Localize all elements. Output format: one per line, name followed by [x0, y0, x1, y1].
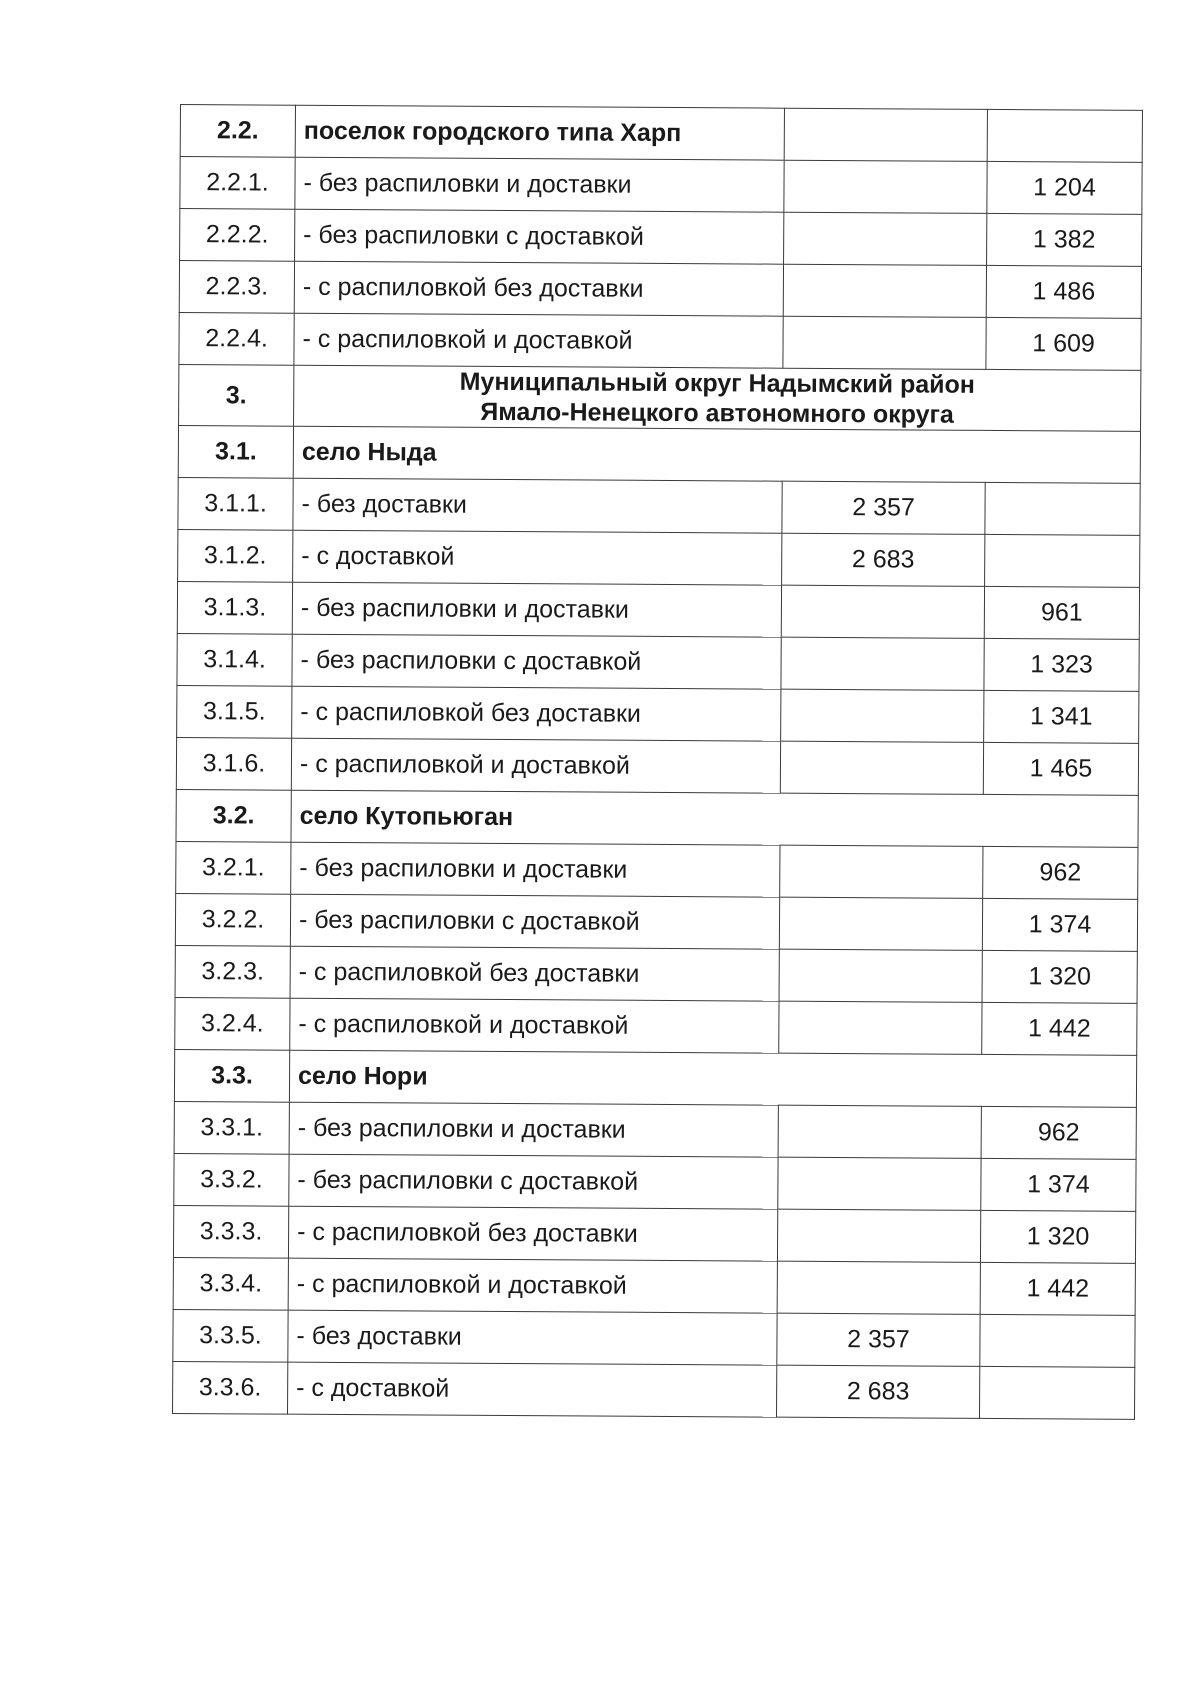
row-name: - с распиловкой без доставки: [294, 261, 783, 316]
row-number: 2.2.1.: [180, 157, 295, 210]
row-name: - без доставки: [293, 478, 782, 533]
value-column-1: [784, 212, 987, 265]
row-name: - с распиловкой без доставки: [292, 686, 781, 741]
row-name: - с распиловкой и доставкой: [290, 998, 779, 1053]
value-column-1: [780, 741, 983, 794]
value-column-2: 962: [983, 846, 1138, 899]
table-row: [179, 312, 1141, 370]
section-title: поселок городского типа Харп: [295, 105, 784, 160]
row-number: 3.3.4.: [173, 1257, 288, 1310]
table-row: [175, 997, 1137, 1055]
row-name: - без распиловки с доставкой: [295, 209, 784, 264]
value-column-1: 2 357: [777, 1313, 980, 1366]
section-row: [174, 1049, 1136, 1107]
value-column-2: 1 204: [987, 161, 1142, 214]
row-name: - с распиловкой без доставки: [290, 946, 779, 1001]
row-number: 3.2.2.: [175, 893, 290, 946]
value-column-2: 961: [984, 586, 1139, 639]
row-number: 3.3.3.: [173, 1205, 288, 1258]
table-row: [180, 209, 1142, 267]
value-column-1: [777, 1261, 980, 1314]
row-number: 3.2.1.: [176, 841, 291, 894]
district-heading-line-2: Ямало-Ненецкого автономного округа: [480, 397, 954, 429]
table-row: [173, 1257, 1135, 1315]
row-number: 3.2.: [176, 789, 291, 842]
table-row: [175, 945, 1137, 1003]
value-column-2: 1 382: [987, 213, 1142, 266]
value-column-1: [779, 897, 982, 950]
value-column-2: 1 320: [982, 950, 1137, 1003]
section-title: село Нори: [289, 1050, 1136, 1107]
value-column-2: 1 341: [984, 690, 1139, 743]
row-number: 3.1.1.: [178, 477, 293, 530]
value-column-1: [781, 637, 984, 690]
row-name: - с распиловкой и доставкой: [288, 1258, 777, 1313]
district-heading: [294, 365, 1141, 431]
row-number: 3.1.5.: [177, 685, 292, 738]
table-row: [174, 1153, 1136, 1211]
row-name: - без распиловки и доставки: [295, 157, 784, 212]
table-row: [176, 841, 1138, 899]
row-number: 3.1.4.: [177, 633, 292, 686]
value-column-2: [980, 1314, 1135, 1367]
row-name: - без распиловки с доставкой: [290, 894, 779, 949]
table-row: [177, 685, 1139, 743]
value-column-2: 1 320: [980, 1210, 1135, 1263]
value-column-2: 1 442: [980, 1262, 1135, 1315]
row-name: - с доставкой: [293, 530, 782, 585]
value-column-1: 2 357: [782, 481, 985, 534]
district-heading-line-1: Муниципальный округ Надымский район: [459, 367, 976, 399]
value-column-1: [781, 585, 984, 638]
value-column-1: [778, 1157, 981, 1210]
row-name: - без распиловки с доставкой: [292, 634, 781, 689]
value-column-2: 1 323: [984, 638, 1139, 691]
row-name: - без распиловки и доставки: [292, 582, 781, 637]
row-number: 3.3.1.: [174, 1101, 289, 1154]
row-number: 3.3.5.: [173, 1309, 288, 1362]
row-number: 3.1.6.: [176, 737, 291, 790]
table-row: [173, 1205, 1135, 1263]
value-column-1: [779, 1001, 982, 1054]
value-column-2: 1 442: [982, 1002, 1137, 1055]
table-row: [176, 737, 1138, 795]
table-row: [179, 261, 1141, 319]
row-name: - без распиловки и доставки: [289, 1102, 778, 1157]
table-row: [177, 581, 1139, 639]
section-row: [180, 105, 1142, 163]
row-number: 2.2.: [180, 105, 295, 158]
value-column-1: [777, 1209, 980, 1262]
table-row: [175, 893, 1137, 951]
row-number: 2.2.2.: [180, 209, 295, 262]
value-column-1: [783, 264, 986, 317]
row-name: - с распиловкой и доставкой: [294, 313, 783, 368]
value-column-1: [779, 949, 982, 1002]
value-column-1: 2 683: [776, 1365, 979, 1418]
row-number: 3.2.4.: [175, 997, 290, 1050]
value-column-2: 1 374: [982, 898, 1137, 951]
table-row: [174, 1101, 1136, 1159]
district-heading-row: [179, 364, 1141, 431]
value-column-2: 1 609: [986, 317, 1141, 370]
row-number: 3.3.6.: [173, 1361, 288, 1414]
row-name: - без распиловки и доставки: [291, 842, 780, 897]
table-row: [178, 529, 1140, 587]
value-column-1: [778, 1105, 981, 1158]
row-number: 2.2.3.: [179, 261, 294, 314]
table-row: [180, 157, 1142, 215]
table-row: [173, 1361, 1135, 1419]
section-title: село Кутопьюган: [291, 790, 1138, 847]
row-number: 2.2.4.: [179, 312, 294, 365]
section-row: [176, 789, 1138, 847]
section-row: [178, 425, 1140, 483]
tariff-table-body: [173, 105, 1143, 1420]
row-name: - с распиловкой и доставкой: [291, 738, 780, 793]
row-number: 3.1.2.: [178, 529, 293, 582]
tariff-table: [172, 104, 1143, 1420]
table-row: [173, 1309, 1135, 1367]
empty-cell: [987, 109, 1142, 162]
row-name: - с распиловкой без доставки: [288, 1206, 777, 1261]
empty-cell: [784, 108, 987, 161]
table-row: [177, 633, 1139, 691]
row-number: 3.3.2.: [174, 1153, 289, 1206]
value-column-1: [783, 316, 986, 369]
row-number: 3.1.: [178, 425, 293, 478]
row-name: - с доставкой: [287, 1362, 776, 1417]
row-number: 3.3.: [174, 1049, 289, 1102]
value-column-2: [985, 534, 1140, 587]
value-column-2: [979, 1366, 1134, 1419]
value-column-2: 1 486: [986, 265, 1141, 318]
section-title: село Ныда: [293, 426, 1140, 483]
row-name: - без доставки: [288, 1310, 777, 1365]
value-column-1: 2 683: [782, 533, 985, 586]
value-column-2: 962: [981, 1106, 1136, 1159]
row-name: - без распиловки с доставкой: [289, 1154, 778, 1209]
row-number: 3.: [179, 364, 294, 426]
value-column-1: [784, 160, 987, 213]
value-column-2: [985, 482, 1140, 535]
value-column-2: 1 374: [981, 1158, 1136, 1211]
value-column-1: [780, 845, 983, 898]
row-number: 3.2.3.: [175, 945, 290, 998]
value-column-2: 1 465: [983, 742, 1138, 795]
table-row: [178, 477, 1140, 535]
value-column-1: [781, 689, 984, 742]
row-number: 3.1.3.: [177, 581, 292, 634]
